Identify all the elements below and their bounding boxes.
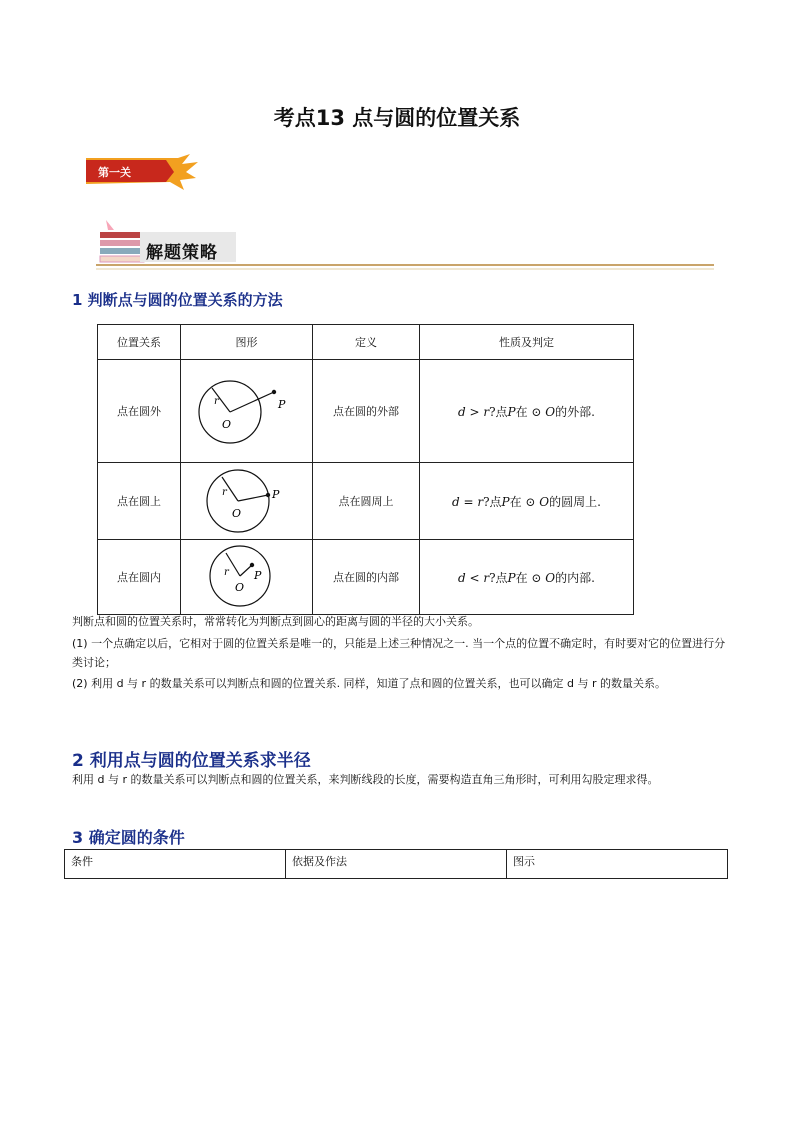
circle-condition-table — [64, 849, 728, 879]
table-row — [98, 360, 634, 463]
figure-cell — [181, 360, 313, 463]
section2-heading: 2 利用点与圆的位置关系求半径 — [72, 751, 311, 771]
point-label: P — [253, 568, 261, 582]
point-on-circle-figure — [192, 465, 302, 535]
property-cell: 𝑑 = 𝑟?点𝑃在 ⊙ 𝑂的圆周上. — [420, 463, 634, 540]
figure-cell — [181, 540, 313, 615]
note-paragraph: (1) 一个点确定以后，它相对于圆的位置关系是唯一的，只能是上述三种情况之一. 当一个点的位置不确定时，有时要对它的位置进行分类讨论； — [72, 637, 726, 669]
point-label: P — [277, 397, 285, 411]
header-definition: 定义 — [313, 325, 420, 360]
note-paragraph: 判断点和圆的位置关系时，常常转化为判断点到圆心的距离与圆的半径的大小关系。 — [72, 615, 479, 628]
property-cell: 𝑑 > 𝑟?点𝑃在 ⊙ 𝑂的外部. — [420, 360, 634, 463]
property-cell: 𝑑 < 𝑟?点𝑃在 ⊙ 𝑂的内部. — [420, 540, 634, 615]
definition-cell: 点在圆的内部 — [313, 540, 420, 615]
radius-label: r — [221, 486, 227, 498]
table-header-row — [98, 325, 634, 360]
header-figure: 图形 — [181, 325, 313, 360]
definition-cell: 点在圆周上 — [313, 463, 420, 540]
strategy-banner-label: 解题策略 — [146, 243, 218, 263]
center-label: O — [231, 506, 241, 520]
header-basis-method: 依据及作法 — [286, 850, 507, 879]
header-illustration: 图示 — [507, 850, 728, 879]
level-badge-label: 第一关 — [98, 166, 131, 179]
note-paragraph: (2) 利用 d 与 r 的数量关系可以判断点和圆的位置关系. 同样，知道了点和圆的位置关系，也可以确定 d 与 r 的数量关系。 — [72, 677, 667, 690]
header-property: 性质及判定 — [420, 325, 634, 360]
section3-heading: 3 确定圆的条件 — [72, 828, 185, 847]
header-relation: 位置关系 — [98, 325, 181, 360]
position-relation-table — [97, 324, 634, 615]
figure-cell — [181, 463, 313, 540]
header-condition: 条件 — [65, 850, 286, 879]
definition-cell: 点在圆的外部 — [313, 360, 420, 463]
section1-heading: 1 判断点与圆的位置关系的方法 — [72, 291, 283, 309]
section2-text: 利用 d 与 r 的数量关系可以判断点和圆的位置关系，来判断线段的长度，需要构造直角三角形时，可利用勾股定理求得。 — [72, 773, 659, 786]
relation-cell: 点在圆上 — [98, 463, 181, 540]
point-outside-circle-figure — [192, 370, 302, 450]
relation-cell: 点在圆内 — [98, 540, 181, 615]
point-label: P — [271, 487, 279, 501]
point-inside-circle-figure — [192, 541, 302, 611]
center-label: O — [221, 417, 231, 431]
center-label: O — [234, 580, 244, 594]
radius-label: r — [223, 566, 229, 578]
table-header-row — [65, 850, 728, 879]
relation-cell: 点在圆外 — [98, 360, 181, 463]
radius-label: r — [213, 395, 219, 407]
table-row — [98, 540, 634, 615]
table-row — [98, 463, 634, 540]
page-title: 考点13 点与圆的位置关系 — [273, 106, 521, 130]
